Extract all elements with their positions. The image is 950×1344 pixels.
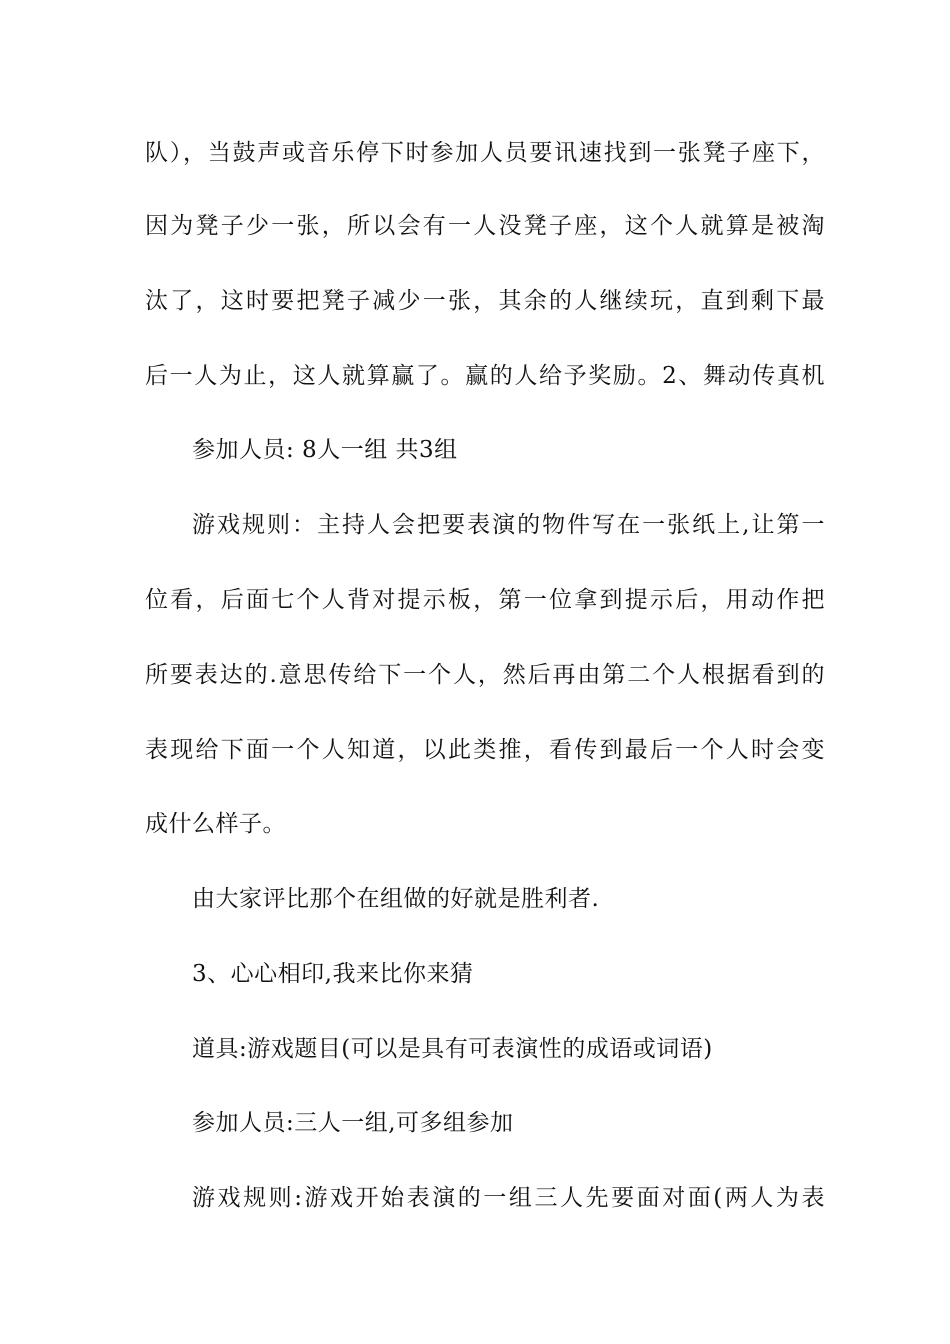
paragraph-line: 成什么样子。: [145, 811, 286, 837]
paragraph-line: 队），当鼓声或音乐停下时参加人员要讯速找到一张凳子座下，: [145, 140, 825, 166]
section-heading: 3、心心相印,我来比你来猜: [192, 961, 474, 987]
paragraph-line: 参加人员: 8人一组 共3组: [192, 437, 458, 463]
paragraph-line: 游戏规则:游戏开始表演的一组三人先要面对面(两人为表: [192, 1185, 825, 1211]
paragraph-line: 参加人员:三人一组,可多组参加: [192, 1110, 514, 1136]
paragraph-line: 后一人为止，这人就算赢了。赢的人给予奖励。2、舞动传真机: [145, 363, 825, 389]
paragraph-line: 表现给下面一个人知道，以此类推，看传到最后一个人时会变: [145, 737, 825, 763]
paragraph-line: 道具:游戏题目(可以是具有可表演性的成语或词语): [192, 1036, 713, 1062]
paragraph-line: 所要表达的.意思传给下一个人，然后再由第二个人根据看到的: [145, 662, 825, 688]
paragraph-line: 游戏规则：主持人会把要表演的物件写在一张纸上,让第一: [192, 512, 825, 538]
paragraph-line: 由大家评比那个在组做的好就是胜利者.: [192, 886, 600, 912]
paragraph-line: 汰了，这时要把凳子减少一张，其余的人继续玩，直到剩下最: [145, 288, 825, 314]
paragraph-line: 因为凳子少一张，所以会有一人没凳子座，这个人就算是被淘: [145, 213, 825, 239]
paragraph-line: 位看，后面七个人背对提示板，第一位拿到提示后，用动作把: [145, 587, 825, 613]
